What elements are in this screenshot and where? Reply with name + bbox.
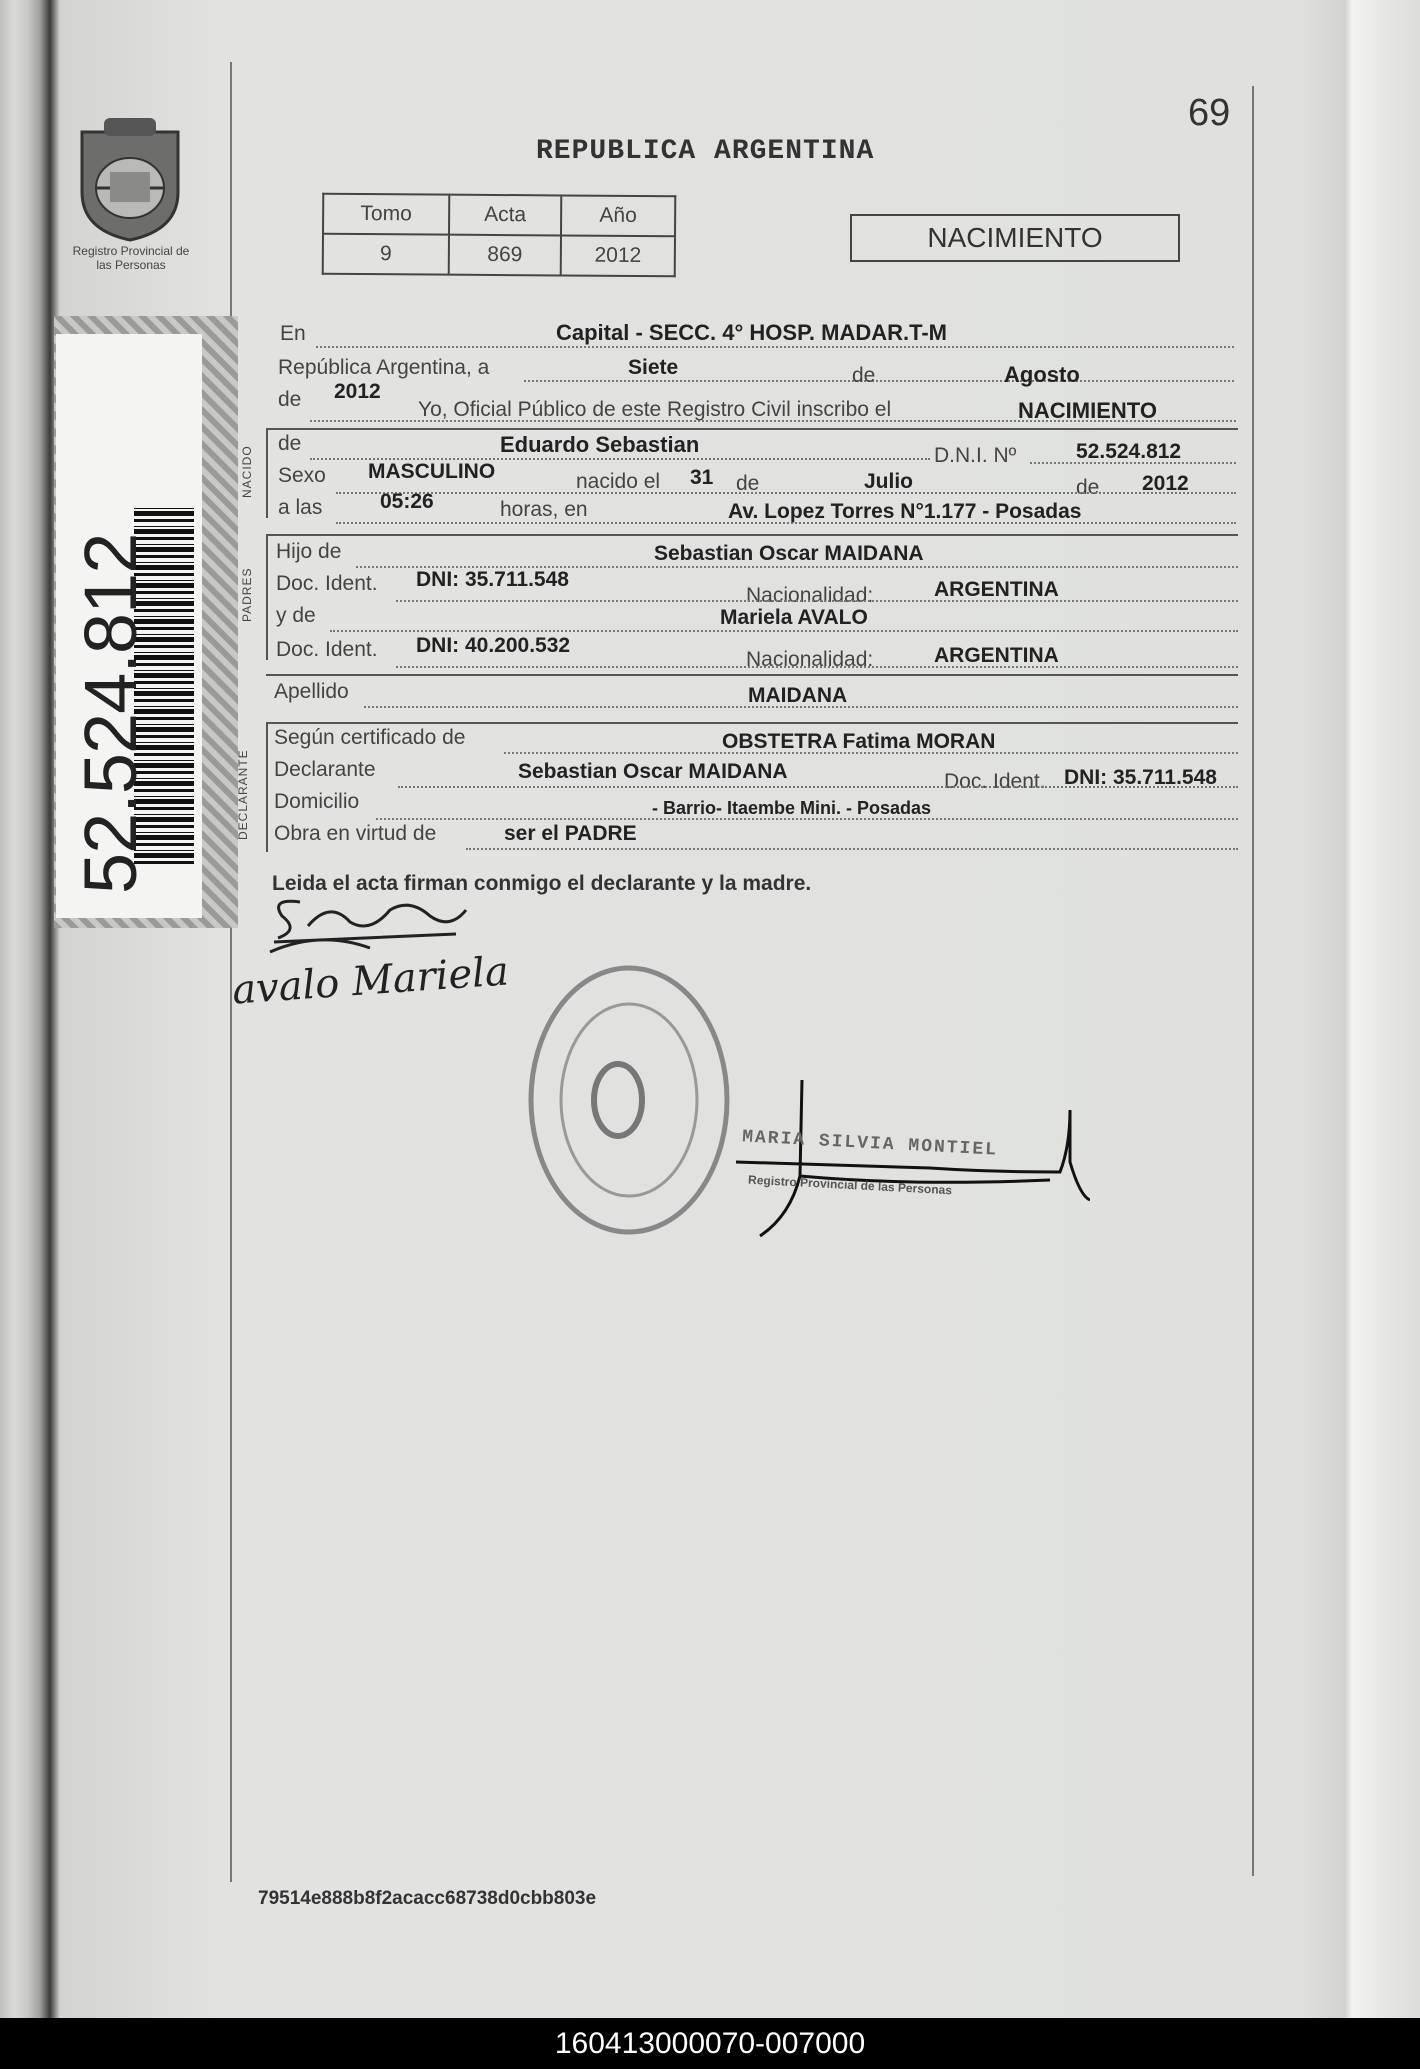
father-signature [260,890,480,960]
officer-signature [730,1076,1090,1242]
barcode-sticker [54,316,238,928]
father-nationality: ARGENTINA [934,578,1059,601]
mother-signature: avalo Mariela [230,948,511,1014]
barcode-number: 52.524.812 [69,533,152,894]
header-tomo: Tomo [323,194,449,235]
registry-logo [74,112,186,244]
birth-de-label-2: de [1076,476,1100,499]
declarant-name: Sebastian Oscar MAIDANA [518,760,788,783]
side-label-padres: PADRES [240,567,254,622]
declarant-doc-label: Doc. Ident. [944,770,1046,793]
father-doc-label: Doc. Ident. [276,572,378,595]
yde-label: y de [276,604,316,627]
de-label: de [852,364,876,387]
document-title: REPUBLICA ARGENTINA [536,136,875,167]
alas-label: a las [278,496,323,519]
logo-text: Registro Provincial de las Personas [72,244,190,272]
act-type-box: NACIMIENTO [850,214,1180,262]
surname: MAIDANA [748,684,848,707]
stamp-role: Registro Provincial de las Personas [747,1172,953,1198]
birth-de-label: de [736,472,760,495]
side-label-declarante: DECLARANTE [236,749,250,840]
declarante-label: Declarante [274,758,376,781]
header-ano: Año [561,195,675,236]
certificate-by: OBSTETRA Fatima MORAN [722,730,996,753]
right-margin-line [1252,86,1254,1876]
segun-label: Según certificado de [274,726,466,749]
mother-doc: DNI: 40.200.532 [416,634,571,657]
birth-day: 31 [690,466,714,489]
de2-label: de [278,388,302,411]
republica-label: República Argentina, a [278,356,490,379]
obra-label: Obra en virtud de [274,822,437,845]
birth-year: 2012 [1142,472,1189,495]
place-of-registration: Capital - SECC. 4° HOSP. MADAR.T-M [556,320,947,345]
registry-table [322,193,677,277]
sexo-label: Sexo [278,464,326,487]
declarant-doc: DNI: 35.711.548 [1064,766,1217,789]
value-acta: 869 [449,235,561,276]
nacido-de-label: de [278,432,302,455]
header-acta: Acta [449,195,561,236]
day-value: Siete [628,356,679,379]
hijo-de-label: Hijo de [276,540,342,563]
birth-time: 05:26 [380,490,434,513]
nacido-el-label: nacido el [576,470,661,493]
father-doc: DNI: 35.711.548 [416,568,569,591]
value-tomo: 9 [323,234,449,275]
page-number: 69 [1188,92,1231,134]
en-label: En [280,322,306,345]
father-name: Sebastian Oscar MAIDANA [654,542,924,565]
mother-name: Mariela AVALO [720,606,868,629]
mother-doc-label: Doc. Ident. [276,638,378,661]
document-hash: 79514e888b8f2acacc68738d0cbb803e [258,1888,597,1909]
side-label-nacido: NACIDO [240,445,254,498]
address: - Barrio- Itaembe Mini. - Posadas [652,798,932,818]
inscribe-text: Yo, Oficial Público de este Registro Civil inscribo el [418,398,892,421]
closing-statement: Leida el acta firman conmigo el declarante y la madre. [272,872,812,895]
year-value: 2012 [334,380,381,403]
mother-nationality: ARGENTINA [934,644,1059,667]
dni-label: D.N.I. Nº [934,444,1017,467]
horas-label: horas, en [500,498,588,521]
child-sex: MASCULINO [368,460,496,483]
footer-code: 160413000070-007000 [0,2018,1420,2069]
child-name: Eduardo Sebastian [500,432,700,457]
child-dni: 52.524.812 [1076,440,1182,463]
acts-as: ser el PADRE [504,822,637,845]
month-value: Agosto [1004,362,1080,387]
apellido-label: Apellido [274,680,349,703]
mother-nat-label: Nacionalidad: [746,648,874,671]
domicilio-label: Domicilio [274,790,360,813]
birth-place: Av. Lopez Torres N°1.177 - Posadas [728,500,1082,523]
value-ano: 2012 [561,235,675,276]
father-nat-label: Nacionalidad: [746,584,874,607]
stamp-officer-name: MARIA SILVIA MONTIEL [741,1127,999,1161]
official-seal [526,962,732,1238]
act-registered: NACIMIENTO [1018,398,1157,423]
birth-month: Julio [864,470,914,493]
